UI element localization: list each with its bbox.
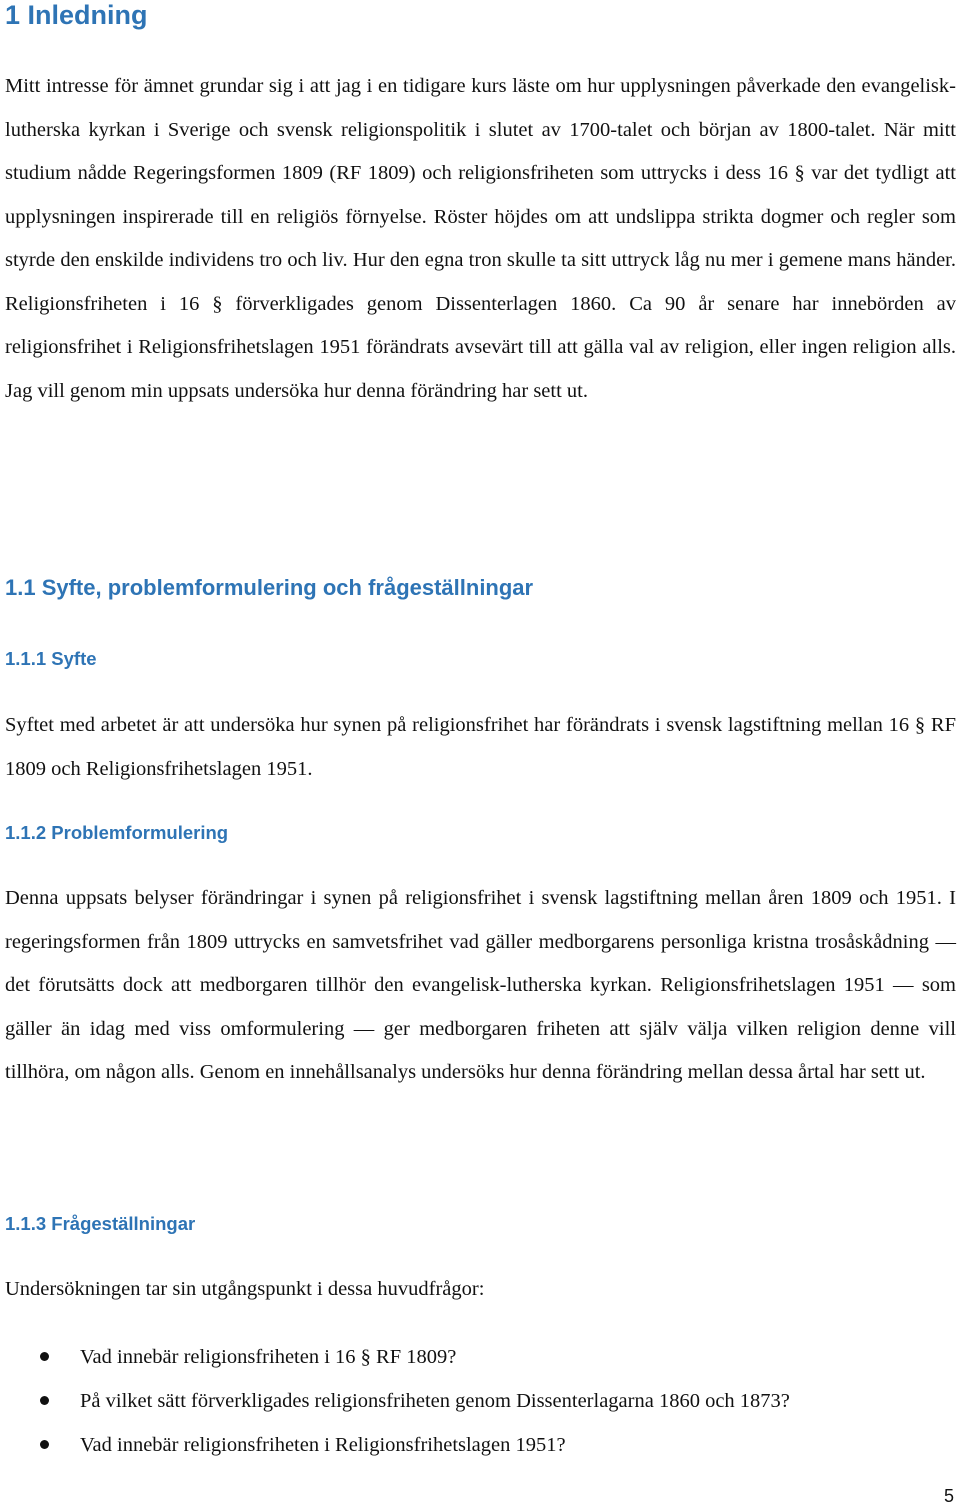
bullet-icon xyxy=(40,1396,49,1405)
list-item xyxy=(0,1335,790,1379)
problem-heading: 1.1.2 Problemformulering xyxy=(5,822,229,843)
list-item-text: På vilket sätt förverkligades religionsfriheten genom Dissenterlagarna 1860 och 1873? xyxy=(80,1390,790,1412)
problem-paragraph: Denna uppsats belyser förändringar i synen på religionsfrihet i svensk lagstiftning mellan åren 1809 och 1951. I regeringsformen från 1809 uttrycks en samvetsfrihet vad gäller medborgarens personliga kristna trosåskådning — det förutsätts dock att medborgaren tillhör den evangelisk-lutherska kyrkan. Religionsfrihetslagen 1951 — som gäller än idag med viss omformulering — ger medborgaren friheten att själv välja vilken religion denne vill tillhöra, om någon alls. Genom en innehållsanalys undersöks hur denna förändring mellan dessa årtal har sett ut. xyxy=(5,887,956,1083)
bullet-icon xyxy=(40,1352,49,1361)
intro-paragraph: Mitt intresse för ämnet grundar sig i att jag i en tidigare kurs läste om hur upplysningen påverkade den evangelisk-lutherska kyrkan i Sverige och svensk religionspolitik i slutet av 1700-talet och början av 1800-talet. När mitt studium nådde Regeringsformen 1809 (RF 1809) och religionsfriheten som uttrycks i dess 16 § var det tydligt att upplysningen inspirerade till en religiös förnyelse. Röster höjdes om att undslippa strikta dogmer och regler som styrde den enskilde individens tro och liv. Hur den egna tron skulle ta sitt uttryck låg nu mer i gemene mans händer. Religionsfriheten i 16 § förverkligades genom Dissenterlagen 1860. Ca 90 år senare har innebörden av religionsfrihet i Religionsfrihetslagen 1951 förändrats avsevärt till att gälla val av religion, eller ingen religion alls. Jag vill genom min uppsats undersöka hur denna förändring har sett ut. xyxy=(5,75,956,402)
bullet-icon xyxy=(40,1440,49,1449)
question-list xyxy=(0,1335,790,1467)
questions-lead: Undersökningen tar sin utgångspunkt i dessa huvudfrågor: xyxy=(5,1278,485,1300)
list-item-text: Vad innebär religionsfriheten i 16 § RF 1809? xyxy=(80,1346,457,1368)
list-item-text: Vad innebär religionsfriheten i Religionsfrihetslagen 1951? xyxy=(80,1434,566,1456)
page-number: 5 xyxy=(943,1486,954,1506)
syfte-heading: 1.1.1 Syfte xyxy=(5,648,97,669)
list-item xyxy=(0,1423,790,1467)
section-heading: 1.1 Syfte, problemformulering och frågeställningar xyxy=(5,575,534,600)
syfte-paragraph: Syftet med arbetet är att undersöka hur synen på religionsfrihet har förändrats i svensk lagstiftning mellan 16 § RF 1809 och Religionsfrihetslagen 1951. xyxy=(5,714,956,780)
list-item xyxy=(0,1379,790,1423)
chapter-heading: 1 Inledning xyxy=(5,0,148,30)
questions-heading: 1.1.3 Frågeställningar xyxy=(5,1213,196,1234)
